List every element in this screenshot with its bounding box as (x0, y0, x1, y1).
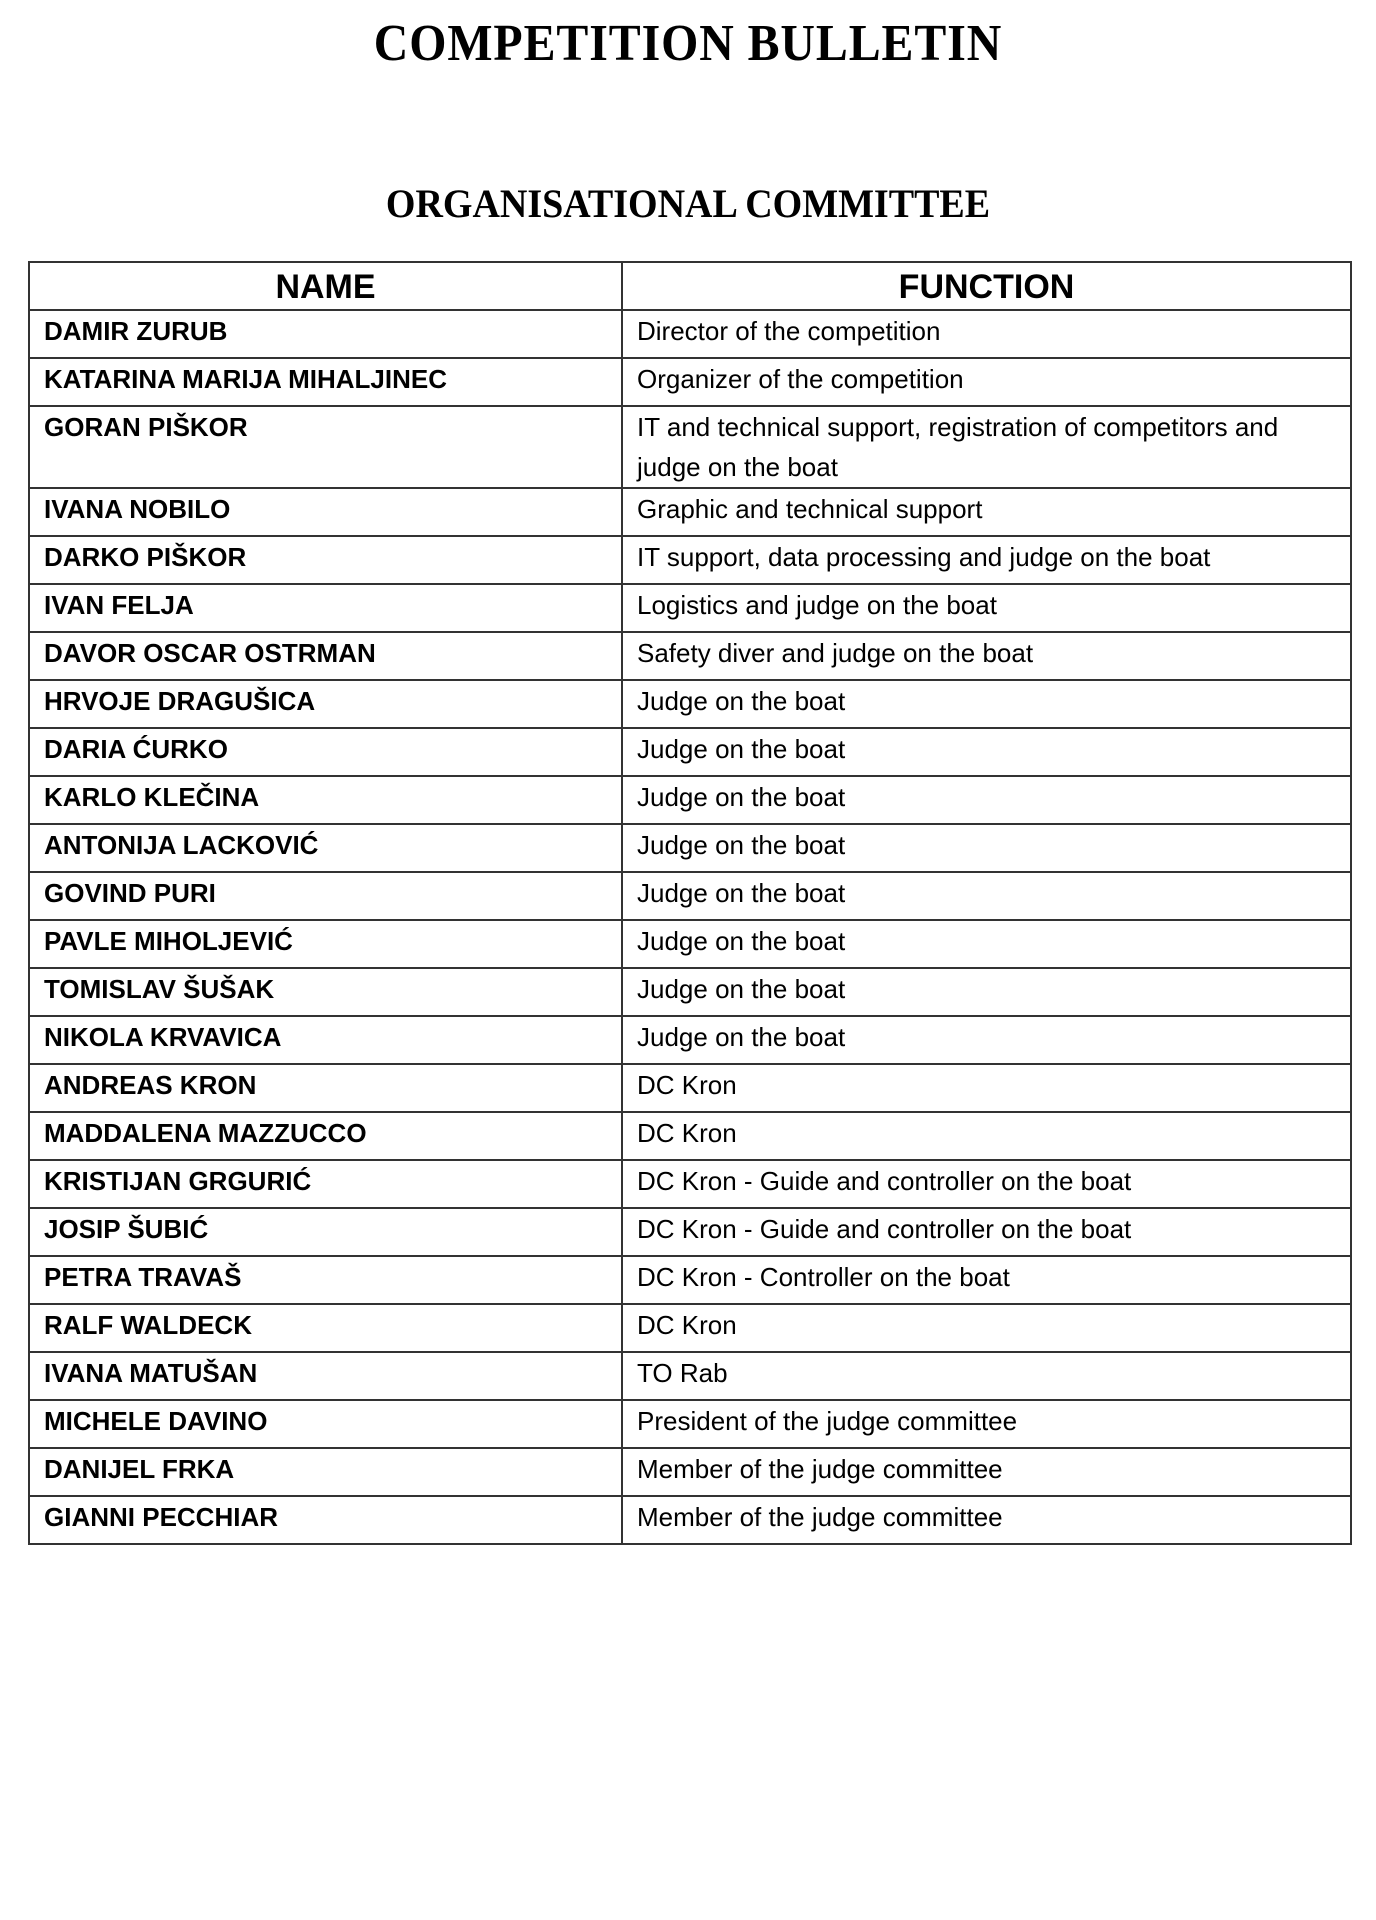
table-row (29, 584, 1351, 632)
table-row (29, 776, 1351, 824)
column-header-name: NAME (29, 262, 622, 310)
member-function: DC Kron - Controller on the boat (622, 1256, 1351, 1304)
member-function: Judge on the boat (622, 872, 1351, 920)
member-name: PETRA TRAVAŠ (29, 1256, 622, 1304)
table-row (29, 310, 1351, 358)
member-function: Director of the competition (622, 310, 1351, 358)
member-name: IVAN FELJA (29, 584, 622, 632)
member-function: Member of the judge committee (622, 1448, 1351, 1496)
member-name: PAVLE MIHOLJEVIĆ (29, 920, 622, 968)
table-row (29, 488, 1351, 536)
member-function: Judge on the boat (622, 1016, 1351, 1064)
member-function: DC Kron (622, 1304, 1351, 1352)
member-function: Graphic and technical support (622, 488, 1351, 536)
table-row (29, 1256, 1351, 1304)
member-function: Judge on the boat (622, 680, 1351, 728)
member-name: IVANA MATUŠAN (29, 1352, 622, 1400)
member-function: President of the judge committee (622, 1400, 1351, 1448)
member-function: Logistics and judge on the boat (622, 584, 1351, 632)
member-name: MICHELE DAVINO (29, 1400, 622, 1448)
member-name: KARLO KLEČINA (29, 776, 622, 824)
column-header-function: FUNCTION (622, 262, 1351, 310)
table-row (29, 728, 1351, 776)
member-name: JOSIP ŠUBIĆ (29, 1208, 622, 1256)
member-function: DC Kron - Guide and controller on the boat (622, 1160, 1351, 1208)
member-function: Judge on the boat (622, 920, 1351, 968)
member-function: Judge on the boat (622, 968, 1351, 1016)
member-name: HRVOJE DRAGUŠICA (29, 680, 622, 728)
member-function: Safety diver and judge on the boat (622, 632, 1351, 680)
table-row (29, 1400, 1351, 1448)
committee-table (28, 261, 1352, 1545)
table-row (29, 536, 1351, 584)
member-name: KRISTIJAN GRGURIĆ (29, 1160, 622, 1208)
table-row (29, 1208, 1351, 1256)
table-row (29, 632, 1351, 680)
table-row (29, 1496, 1351, 1544)
table-row (29, 358, 1351, 406)
member-function: Judge on the boat (622, 824, 1351, 872)
table-row (29, 1448, 1351, 1496)
member-name: ANDREAS KRON (29, 1064, 622, 1112)
table-row (29, 406, 1351, 488)
table-row (29, 1160, 1351, 1208)
member-function: DC Kron (622, 1112, 1351, 1160)
member-name: DARKO PIŠKOR (29, 536, 622, 584)
member-function: Judge on the boat (622, 728, 1351, 776)
member-function: DC Kron (622, 1064, 1351, 1112)
member-function: IT and technical support, registration of competitors and judge on the boat (622, 406, 1351, 488)
table-row (29, 968, 1351, 1016)
member-function: IT support, data processing and judge on the boat (622, 536, 1351, 584)
table-row (29, 1304, 1351, 1352)
member-function: TO Rab (622, 1352, 1351, 1400)
table-row (29, 872, 1351, 920)
document-title: COMPETITION BULLETIN (373, 15, 1003, 72)
member-name: DARIA ĆURKO (29, 728, 622, 776)
table-row (29, 1352, 1351, 1400)
member-name: KATARINA MARIJA MIHALJINEC (29, 358, 622, 406)
table-row (29, 1112, 1351, 1160)
member-name: DAMIR ZURUB (29, 310, 622, 358)
member-name: ANTONIJA LACKOVIĆ (29, 824, 622, 872)
member-name: RALF WALDECK (29, 1304, 622, 1352)
member-name: DAVOR OSCAR OSTRMAN (29, 632, 622, 680)
member-name: GORAN PIŠKOR (29, 406, 622, 488)
member-name: MADDALENA MAZZUCCO (29, 1112, 622, 1160)
member-name: IVANA NOBILO (29, 488, 622, 536)
member-name: DANIJEL FRKA (29, 1448, 622, 1496)
member-name: GIANNI PECCHIAR (29, 1496, 622, 1544)
member-function: DC Kron - Guide and controller on the boat (622, 1208, 1351, 1256)
member-name: TOMISLAV ŠUŠAK (29, 968, 622, 1016)
member-name: GOVIND PURI (29, 872, 622, 920)
member-function: Judge on the boat (622, 776, 1351, 824)
member-name: NIKOLA KRVAVICA (29, 1016, 622, 1064)
member-function: Member of the judge committee (622, 1496, 1351, 1544)
table-row (29, 824, 1351, 872)
section-title: ORGANISATIONAL COMMITTEE (385, 181, 991, 226)
table-body (29, 310, 1351, 1544)
table-row (29, 1016, 1351, 1064)
table-row (29, 1064, 1351, 1112)
member-function: Organizer of the competition (622, 358, 1351, 406)
table-row (29, 680, 1351, 728)
table-row (29, 920, 1351, 968)
table-header-row (29, 262, 1351, 310)
